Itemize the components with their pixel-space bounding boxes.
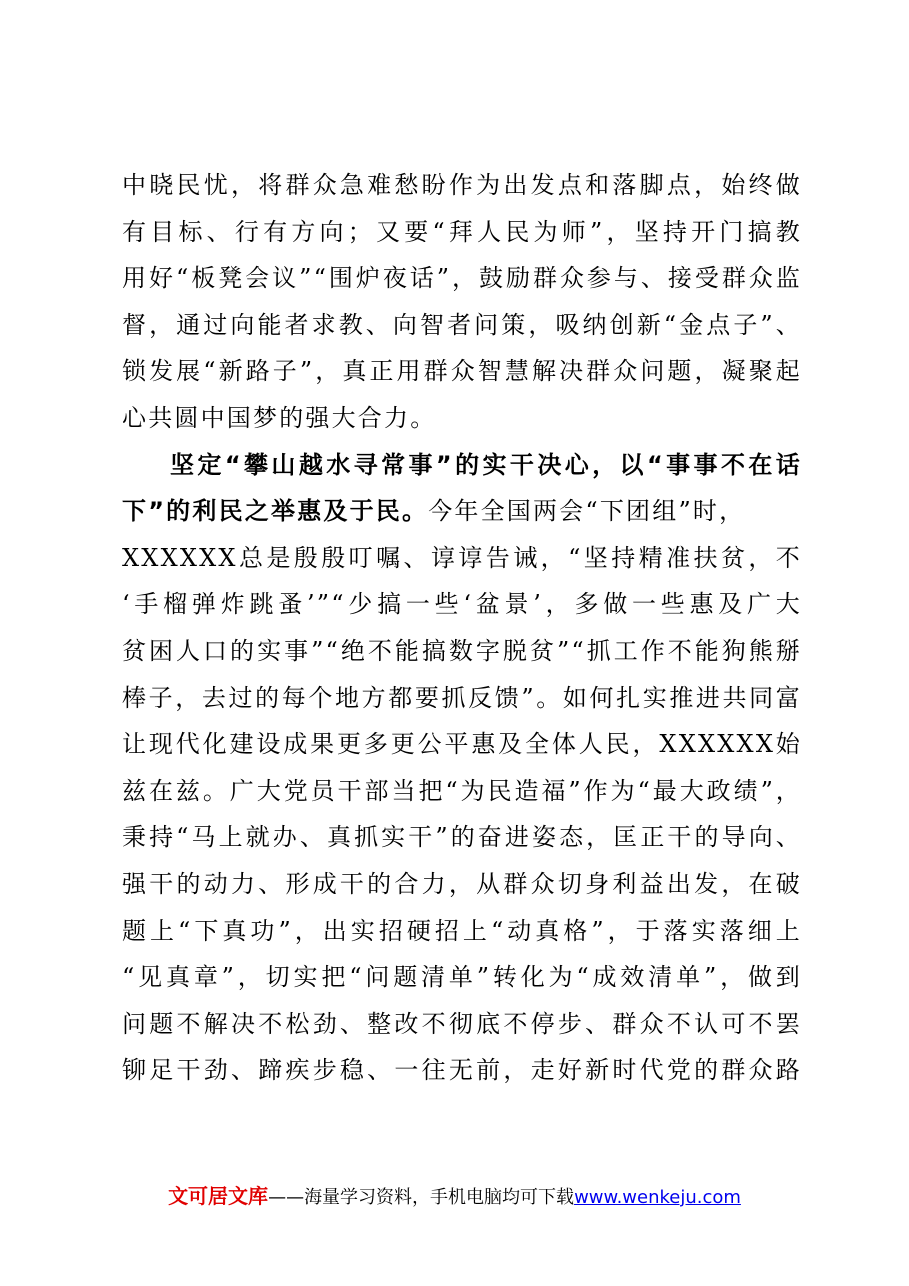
text-line: 用好“板凳会议”“围炉夜话”，鼓励群众参与、接受群众监 [122,264,802,293]
text-line: 心共圆中国梦的强大合力。 [122,403,437,432]
text-line: 有目标、行有方向；又要“拜人民为师”，坚持开门搞教 [122,217,802,246]
text-line: 强干的动力、形成干的合力，从群众切身利益出发，在破 [122,869,802,898]
text-line: 棒子，去过的每个地方都要抓反馈”。如何扎实推进共同富 [122,683,802,712]
text-line: 中晓民忧，将群众急难愁盼作为出发点和落脚点，始终做 [122,171,802,199]
text-line: 让现代化建设成果更多更公平惠及全体人民，XXXXXX始 [122,730,802,759]
footer-tagline: ——海量学习资料，手机电脑均可下载 [268,1187,575,1208]
text-line: 锁发展“新路子”，真正用群众智慧解决群众问题，凝聚起 [122,357,802,386]
text-line: XXXXXX总是殷殷叮嘱、谆谆告诫，“坚持精准扶贫，不 [122,543,802,572]
text-line: 秉持“马上就办、真抓实干”的奋进姿态，匡正干的导向、 [122,823,802,852]
text-line: 铆足干劲、蹄疾步稳、一往无前，走好新时代党的群众路 [122,1056,802,1085]
text-line: “见真章”，切实把“问题清单”转化为“成效清单”，做到 [122,963,802,992]
text-line: 题上“下真功”，出实招硬招上“动真格”，于落实落细上 [122,916,802,945]
text-line: ‘手榴弹炸跳蚤’”“少搞一些‘盆景’，多做一些惠及广大 [122,590,802,619]
page-footer [0,1180,909,1209]
paragraph-heading-end: 下”的利民之举惠及于民。 [122,497,429,526]
text-line: 兹在兹。广大党员干部当把“为民造福”作为“最大政绩”， [122,776,802,805]
footer-link[interactable]: www.wenkeju.com [574,1187,741,1208]
text-line: 问题不解决不松劲、整改不彻底不停步、群众不认可不罢 [122,1009,802,1038]
paragraph-heading-line: 坚定“攀山越水寻常事”的实干决心，以“事事不在话 [170,450,802,479]
text-line-mixed [122,488,802,535]
text-line: 贫困人口的实事”“绝不能搞数字脱贫”“抓工作不能狗熊掰 [122,636,802,665]
footer-brand: 文可居文库 [168,1184,269,1208]
text-segment: 今年全国两会“下团组”时， [428,497,746,526]
document-body [122,162,802,1094]
text-line: 督，通过向能者求教、向智者问策，吸纳创新“金点子”、 [122,310,802,339]
